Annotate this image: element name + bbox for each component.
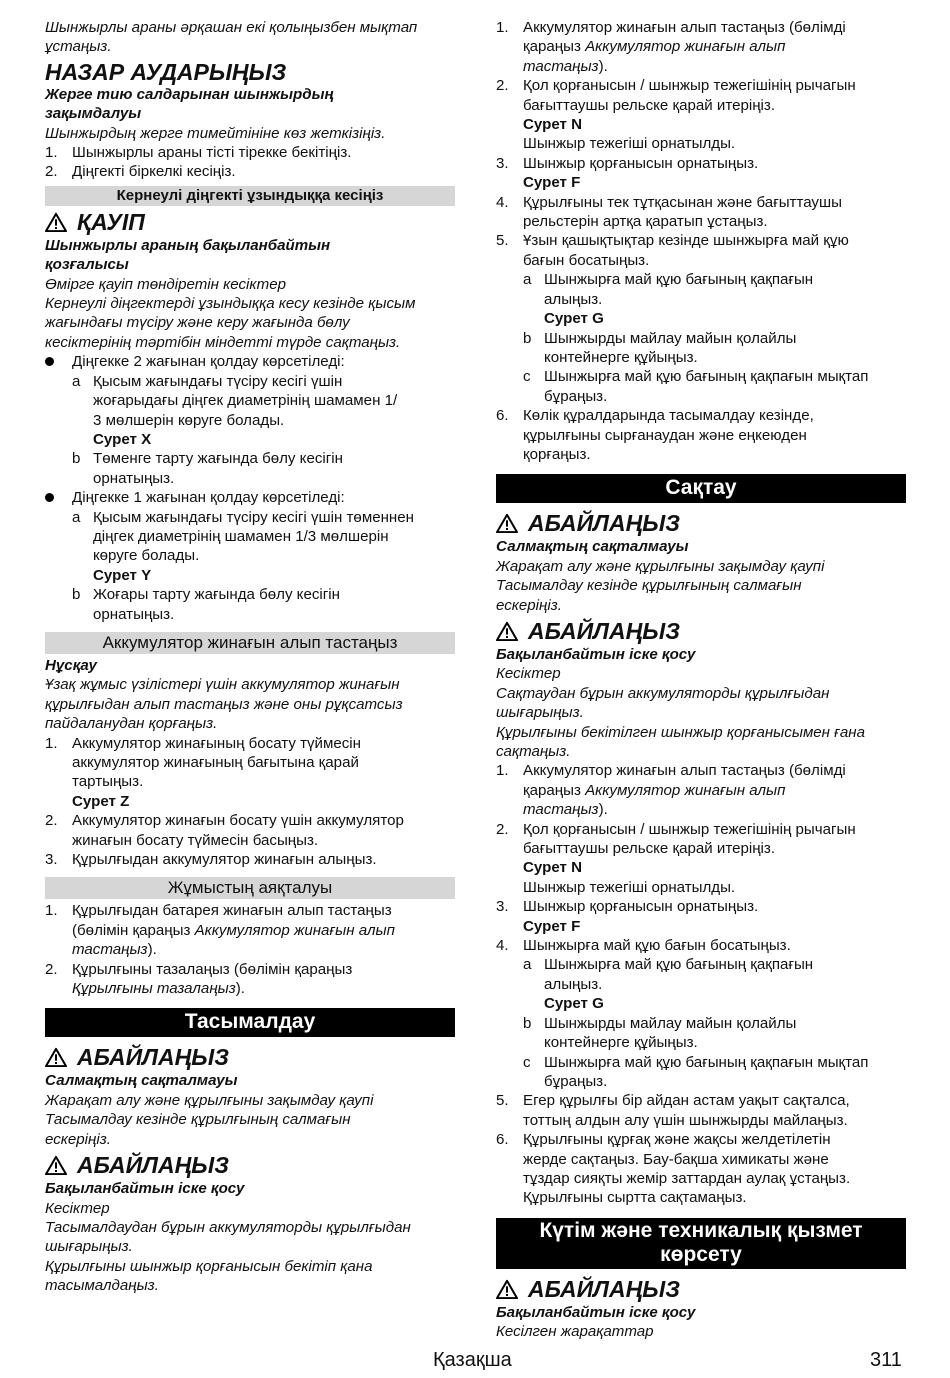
- list-item: 5. Егер құрылғы бір айдан астам уақыт сақталса, тоттың алдын алу үшін шынжырды майлаңыз.: [496, 1092, 850, 1129]
- caution-heading: АБАЙЛАҢЫЗ: [45, 1151, 455, 1179]
- sub-item: b Жоғары тарту жағында бөлу кесігін орнатыңыз.: [72, 586, 340, 623]
- danger-text: кесіктерінің тәртібін міндетті түрде сақтаңыз.: [45, 333, 401, 351]
- figure-ref: Сурет F: [523, 917, 581, 935]
- list-item: 1. Аккумулятор жинағын алып тастаңыз (бөлімді қараңыз Аккумулятор жинағын алып тастаңыз).: [496, 19, 846, 75]
- sub-item: a Қысым жағындағы түсіру кесігі үшін жоғарыдағы діңгек диаметрінің шамамен 1/ 3 мөлшерін көруге болады. Сурет X: [72, 372, 455, 450]
- cross-reference: тастаңыз: [523, 57, 599, 75]
- list-item: 6. Құрылғыны құрғақ және жақсы желдетілетін жерде сақтаңыз. Бау-бақша химикаты және тұздар сияқты жемір заттардан аулақ ұстаңыз. Құрылғыны сыртта сақтамаңыз.: [496, 1131, 851, 1207]
- warning-triangle-icon: [45, 212, 67, 232]
- attention-heading: НАЗАР АУДАРЫҢЫЗ: [45, 58, 287, 85]
- caution-text: шығарыңыз.: [45, 1238, 133, 1256]
- caution-text: сақтаңыз.: [496, 743, 571, 760]
- caution-text: Тасымалдаудан бұрын аккумуляторды құрылғыдан: [45, 1218, 411, 1236]
- instruction-text: пайдаланудан қорғаңыз.: [45, 715, 218, 733]
- warning-triangle-icon: [496, 621, 518, 641]
- sub-item: a Қысым жағындағы түсіру кесігі үшін төменнен діңгек диаметрінің шамамен 1/3 мөлшерін көруге болады. Сурет Y: [72, 508, 455, 586]
- subsection-heading: Кернеулі діңгекті ұзындыққа кесіңіз: [45, 186, 455, 206]
- caution-text: ескеріңіз.: [45, 1130, 111, 1148]
- sub-item: b Шынжырды майлау майын қолайлы контейнерге құйыңыз.: [523, 329, 797, 366]
- danger-heading: ҚАУІП: [45, 208, 455, 236]
- sub-item: b Төменге тарту жағында бөлу кесігін орнатыңыз.: [72, 450, 343, 487]
- sub-item: b Шынжырды майлау майын қолайлы контейнерге құйыңыз.: [523, 1014, 797, 1052]
- caution-text: тасымалдаңыз.: [45, 1277, 159, 1295]
- warning-triangle-icon: [45, 1155, 67, 1175]
- caution-text: Құрылғыны бекітілген шынжыр қорғанысымен ғана: [496, 723, 865, 741]
- sub-item: a Шынжырға май құю бағының қақпағын алыңыз. Сурет G: [523, 955, 906, 1013]
- warning-triangle-icon: [496, 513, 518, 533]
- intro-line: Шынжырлы араны әрқашан екі қолыңызбен мықтап: [45, 19, 418, 36]
- section-heading: Күтім және техникалық қызмет көрсету: [496, 1218, 906, 1269]
- right-column: [496, 18, 906, 1342]
- danger-subtitle: қозғалысы: [45, 256, 129, 274]
- sub-item: a Шынжырға май құю бағының қақпағын алыңыз. Сурет G: [523, 270, 906, 328]
- cross-reference: Аккумулятор жинағын алып: [585, 38, 786, 56]
- warning-triangle-icon: [496, 1279, 518, 1299]
- caution-text: Жарақат алу және құрылғыны зақымдау қаупі: [496, 557, 825, 575]
- footer-language: Қазақша: [433, 1349, 512, 1371]
- figure-ref: Сурет G: [544, 995, 604, 1013]
- attention-text: Шынжырдың жерге тимейтініне көз жеткізіңіз.: [45, 124, 386, 142]
- caution-text: Кесіктер: [45, 1199, 110, 1217]
- instruction-title: Нұсқау: [45, 656, 97, 674]
- caution-text: Құрылғыны шынжыр қорғанысын бекітіп қана: [45, 1257, 373, 1275]
- danger-text: жағындағы түсіру және керу жағында бөлу: [45, 314, 350, 332]
- bullet-icon: [45, 357, 54, 366]
- list-item: 1. Аккумулятор жинағын алып тастаңыз (бөлімді қараңыз Аккумулятор жинағын алып тастаңыз).: [496, 762, 846, 819]
- list-item: 3. Шынжыр қорғанысын орнатыңыз. Сурет F: [496, 897, 906, 936]
- figure-ref: Сурет F: [523, 174, 581, 192]
- caution-text: Жарақат алу және құрылғыны зақымдау қаупі: [45, 1091, 374, 1109]
- caution-text: Сақтаудан бұрын аккумуляторды құрылғыдан: [496, 684, 830, 702]
- list-item: 1. Аккумулятор жинағының босату түймесін аккумулятор жинағының бағытына қарай тартыңыз. Сурет Z: [45, 734, 455, 812]
- list-item: 2. Діңгекті біркелкі кесіңіз.: [45, 163, 236, 181]
- cross-reference: тастаңыз: [523, 801, 599, 819]
- list-item: 3. Құрылғыдан аккумулятор жинағын алыңыз.: [45, 851, 377, 869]
- figure-ref: Сурет Y: [93, 566, 152, 584]
- subsection-heading: Аккумулятор жинағын алып тастаңыз: [45, 632, 455, 654]
- list-item: 2. Қол қорғанысын / шынжыр тежегішінің рычагын бағыттаушы рельске қарай итеріңіз. Сурет N Шынжыр тежегіші орнатылды.: [496, 76, 906, 154]
- danger-subtitle: Шынжырлы араның бақыланбайтын: [45, 236, 331, 254]
- caution-heading: АБАЙЛАҢЫЗ: [496, 509, 906, 537]
- caution-heading: АБАЙЛАҢЫЗ: [496, 617, 906, 645]
- caution-heading: АБАЙЛАҢЫЗ: [496, 1275, 906, 1303]
- list-item: 1. Құрылғыдан батарея жинағын алып тастаңыз (бөлімін қараңыз Аккумулятор жинағын алып тастаңыз).: [45, 902, 395, 959]
- caution-subtitle: Бақыланбайтын іске қосу: [45, 1180, 245, 1198]
- figure-ref: Сурет N: [523, 116, 582, 134]
- list-item: 4. Құрылғыны тек тұтқасынан және бағыттаушы рельстерін артқа қаратып ұстаңыз.: [496, 193, 842, 231]
- cross-reference: Аккумулятор жинағын алып: [194, 921, 395, 939]
- caution-text: Кесілген жарақаттар: [496, 1323, 654, 1341]
- section-heading: Сақтау: [496, 474, 906, 503]
- list-item: 6. Көлік құралдарында тасымалдау кезінде, құрылғыны сырғанаудан және еңкеюден қорғаңыз.: [496, 407, 814, 463]
- figure-ref: Сурет G: [544, 310, 604, 328]
- page-number: 311: [870, 1349, 902, 1371]
- figure-ref: Сурет Z: [72, 792, 130, 810]
- list-item: 3. Шынжыр қорғанысын орнатыңыз. Сурет F: [496, 154, 906, 193]
- list-item: 5. Ұзын қашықтықтар кезінде шынжырға май құю бағын босатыңыз.: [496, 232, 849, 269]
- caution-subtitle: Бақыланбайтын іске қосу: [496, 645, 696, 663]
- figure-ref: Сурет N: [523, 859, 582, 877]
- cross-reference: Құрылғыны тазалаңыз: [72, 980, 236, 998]
- subsection-heading: Жұмыстың аяқталуы: [45, 877, 455, 899]
- instruction-text: құрылғыдан алып тастаңыз және оны рұқсатсыз: [45, 695, 403, 713]
- caution-text: ескеріңіз.: [496, 596, 562, 614]
- caution-subtitle: Салмақтың сақталмауы: [496, 538, 689, 556]
- figure-ref: Сурет X: [93, 430, 152, 448]
- attention-subtitle: зақымдалуы: [45, 105, 142, 123]
- list-item: 2. Қол қорғанысын / шынжыр тежегішінің рычагын бағыттаушы рельске қарай итеріңіз. Сурет N Шынжыр тежегіші орнатылды.: [496, 820, 906, 898]
- caution-subtitle: Бақыланбайтын іске қосу: [496, 1303, 696, 1321]
- cross-reference: тастаңыз: [72, 941, 148, 959]
- bullet-item: Діңгекке 2 жағынан қолдау көрсетіледі:: [45, 352, 455, 371]
- intro-line: ұстаңыз.: [45, 38, 112, 56]
- list-item: 1. Шынжырлы араны тісті тірекке бекітіңіз.: [45, 144, 352, 162]
- section-heading: Тасымалдау: [45, 1008, 455, 1037]
- caution-text: шығарыңыз.: [496, 704, 584, 722]
- caution-heading: АБАЙЛАҢЫЗ: [45, 1043, 455, 1071]
- sub-item: c Шынжырға май құю бағының қақпағын мықтап бұраңыз.: [523, 368, 869, 405]
- attention-subtitle: Жерге тию салдарынан шынжырдың: [45, 85, 334, 103]
- caution-text: Тасымалдау кезінде құрылғының салмағын: [45, 1111, 351, 1129]
- bullet-item: Діңгекке 1 жағынан қолдау көрсетіледі:: [45, 488, 455, 507]
- list-item: 2. Аккумулятор жинағын босату үшін аккумулятор жинағын босату түймесін басыңыз.: [45, 812, 404, 849]
- caution-text: Кесіктер: [496, 665, 561, 683]
- warning-triangle-icon: [45, 1047, 67, 1067]
- caution-text: Тасымалдау кезінде құрылғының салмағын: [496, 577, 802, 595]
- danger-text: Өмірге қауіп төндіретін кесіктер: [45, 275, 287, 293]
- danger-text: Кернеулі діңгектерді ұзындыққа кесу кезінде қысым: [45, 295, 416, 313]
- list-item: 2. Құрылғыны тазалаңыз (бөлімін қараңыз Құрылғыны тазалаңыз).: [45, 960, 353, 998]
- bullet-icon: [45, 493, 54, 502]
- list-item: 4. Шынжырға май құю бағын босатыңыз.: [496, 937, 791, 955]
- left-column: [45, 18, 455, 1296]
- sub-item: c Шынжырға май құю бағының қақпағын мықтап бұраңыз.: [523, 1053, 869, 1090]
- cross-reference: Аккумулятор жинағын алып: [585, 781, 786, 799]
- caution-subtitle: Салмақтың сақталмауы: [45, 1072, 238, 1090]
- instruction-text: Ұзақ жұмыс үзілістері үшін аккумулятор жинағын: [45, 676, 400, 694]
